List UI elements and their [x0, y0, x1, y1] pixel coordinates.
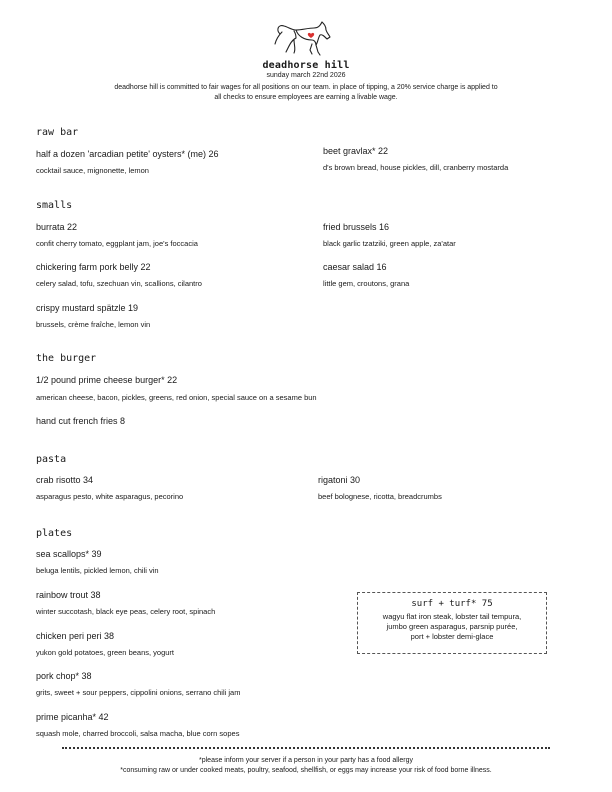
section-title-burger: the burger — [36, 353, 97, 364]
item-desc-gravlax: d's brown bread, house pickles, dill, cranberry mostarda — [323, 163, 509, 172]
item-name-rigatoni: rigatoni 30 — [318, 475, 361, 485]
item-desc-brussels: black garlic tzatziki, green apple, za'atar — [323, 239, 456, 248]
footer-divider — [62, 747, 550, 749]
item-desc-burrata: confit cherry tomato, eggplant jam, joe's foccacia — [36, 239, 198, 248]
item-name-pork-belly: chickering farm pork belly 22 — [36, 262, 151, 272]
section-title-pasta: pasta — [36, 454, 67, 465]
item-name-spaetzle: crispy mustard spätzle 19 — [36, 303, 139, 313]
horse-logo-icon — [272, 18, 336, 58]
item-desc-oysters: cocktail sauce, mignonette, lemon — [36, 166, 149, 175]
special-desc-line1: wagyu flat iron steak, lobster tail tempura, — [382, 612, 522, 621]
special-title: surf + turf* 75 — [411, 599, 493, 609]
special-desc-line3: port + lobster demi-glace — [410, 632, 494, 641]
restaurant-name: deadhorse hill — [262, 60, 350, 71]
wage-statement-line2: all checks to ensure employees are earning a livable wage. — [214, 93, 398, 101]
item-name-chicken: chicken peri peri 38 — [36, 631, 115, 641]
item-desc-caesar: little gem, croutons, grana — [323, 279, 410, 288]
special-box — [357, 592, 547, 654]
section-title-raw-bar: raw bar — [36, 127, 79, 138]
item-name-brussels: fried brussels 16 — [323, 222, 390, 232]
section-title-smalls: smalls — [36, 200, 73, 211]
item-desc-burger: american cheese, bacon, pickles, greens, red onion, special sauce on a sesame bun — [36, 393, 317, 402]
item-desc-scallops: beluga lentils, pickled lemon, chili vin — [36, 566, 159, 575]
item-desc-spaetzle: brussels, crème fraîche, lemon vin — [36, 320, 151, 329]
consumption-warning: *consuming raw or under cooked meats, poultry, seafood, shellfish, or eggs may increase your risk of food borne illness. — [120, 767, 492, 774]
item-name-oysters: half a dozen 'arcadian petite' oysters* (me) 26 — [36, 149, 219, 159]
item-name-gravlax: beet gravlax* 22 — [323, 146, 389, 156]
item-name-pork-chop: pork chop* 38 — [36, 671, 92, 681]
item-name-trout: rainbow trout 38 — [36, 590, 101, 600]
allergy-notice: *please inform your server if a person in your party has a food allergy — [199, 757, 413, 764]
menu-date: sunday march 22nd 2026 — [266, 72, 346, 79]
item-name-burger: 1/2 pound prime cheese burger* 22 — [36, 375, 178, 385]
item-desc-pork-belly: celery salad, tofu, szechuan vin, scallions, cilantro — [36, 279, 202, 288]
section-title-plates: plates — [36, 528, 73, 539]
heart-icon — [308, 33, 314, 38]
item-desc-pork-chop: grits, sweet + sour peppers, cippolini onions, serrano chili jam — [36, 688, 241, 697]
item-desc-chicken: yukon gold potatoes, green beans, yogurt — [36, 648, 175, 657]
special-desc — [358, 612, 546, 642]
item-desc-trout: winter succotash, black eye peas, celery root, spinach — [36, 607, 216, 616]
item-name-caesar: caesar salad 16 — [323, 262, 387, 272]
item-name-fries: hand cut french fries 8 — [36, 416, 126, 426]
item-desc-risotto: asparagus pesto, white asparagus, pecorino — [36, 492, 184, 501]
wage-statement-line1: deadhorse hill is committed to fair wages for all positions on our team. in place of tipping, a 20% service charge is applied to — [114, 84, 498, 91]
item-name-picanha: prime picanha* 42 — [36, 712, 109, 722]
item-name-burrata: burrata 22 — [36, 222, 78, 232]
item-desc-rigatoni: beef bolognese, ricotta, breadcrumbs — [318, 492, 442, 501]
special-desc-line2: jumbo green asparagus, parsnip purée, — [386, 622, 518, 631]
item-desc-picanha: squash mole, charred broccoli, salsa macha, blue corn sopes — [36, 729, 240, 738]
item-name-scallops: sea scallops* 39 — [36, 549, 102, 559]
wage-statement — [30, 83, 582, 102]
item-name-risotto: crab risotto 34 — [36, 475, 94, 485]
